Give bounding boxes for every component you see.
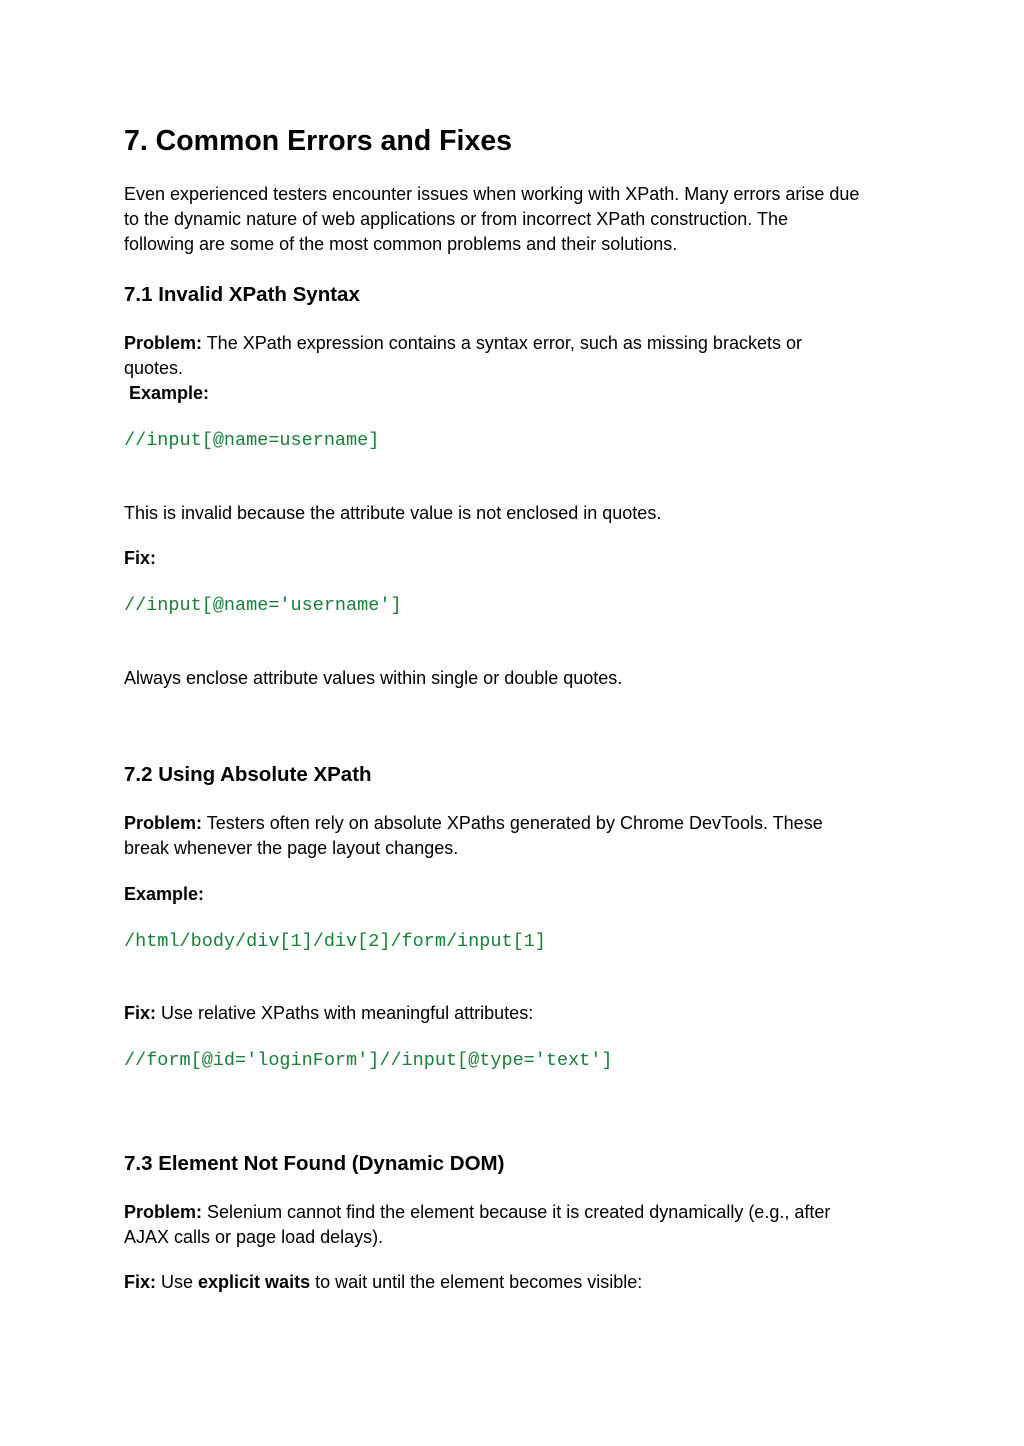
problem-label: Problem: (124, 1201, 203, 1222)
fix-label: Fix: (124, 547, 157, 568)
fix-label: Fix: (124, 1002, 157, 1023)
code-example: /html/body/div[1]/div[2]/form/input[1] (124, 930, 546, 952)
problem-paragraph (124, 331, 924, 406)
code-fix: //input[@name='username'] (124, 594, 402, 616)
text-line: to the dynamic nature of web applications or from incorrect XPath construction. The (124, 208, 789, 229)
note-text: Always enclose attribute values within single or double quotes. (124, 667, 623, 688)
problem-text: AJAX calls or page load delays). (124, 1226, 384, 1247)
explanation-text: This is invalid because the attribute value is not enclosed in quotes. (124, 502, 662, 523)
problem-text: The XPath expression contains a syntax error, such as missing brackets or (202, 332, 802, 353)
text-line: following are some of the most common problems and their solutions. (124, 233, 678, 254)
text-line: Even experienced testers encounter issues when working with XPath. Many errors arise due (124, 183, 860, 204)
fix-text: Use (156, 1271, 199, 1292)
section-heading-7-1: 7.1 Invalid XPath Syntax (124, 283, 360, 306)
problem-text: break whenever the page layout changes. (124, 837, 459, 858)
problem-text: quotes. (124, 357, 184, 378)
fix-text: to wait until the element becomes visible: (310, 1271, 643, 1292)
example-label: Example: (124, 883, 205, 904)
intro-paragraph (124, 182, 924, 257)
code-example: //input[@name=username] (124, 429, 380, 451)
problem-label: Problem: (124, 332, 203, 353)
problem-paragraph (124, 1200, 924, 1250)
problem-label: Problem: (124, 812, 203, 833)
problem-paragraph (124, 811, 924, 861)
section-heading-7-3: 7.3 Element Not Found (Dynamic DOM) (124, 1152, 505, 1175)
section-heading-7-2: 7.2 Using Absolute XPath (124, 763, 372, 786)
problem-text: Selenium cannot find the element because it is created dynamically (e.g., after (202, 1201, 831, 1222)
fix-emphasis: explicit waits (198, 1271, 311, 1292)
fix-paragraph (124, 1001, 924, 1026)
code-fix: //form[@id='loginForm']//input[@type='text'] (124, 1049, 613, 1071)
fix-text: Use relative XPaths with meaningful attributes: (156, 1002, 534, 1023)
example-label: Example: (129, 382, 210, 403)
problem-text: Testers often rely on absolute XPaths generated by Chrome DevTools. These (202, 812, 823, 833)
fix-label: Fix: (124, 1271, 157, 1292)
page-title: 7. Common Errors and Fixes (124, 125, 513, 157)
fix-paragraph (124, 1270, 924, 1295)
